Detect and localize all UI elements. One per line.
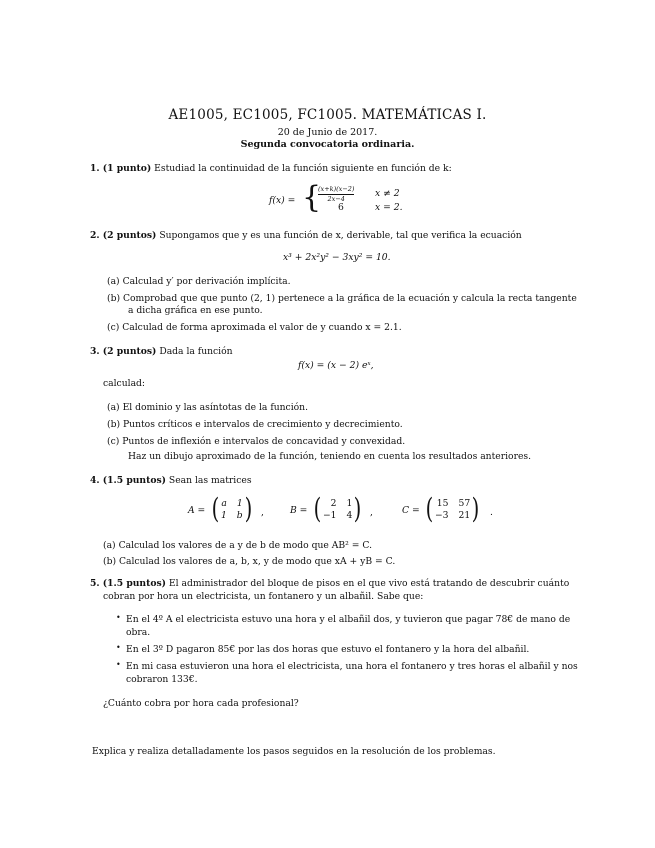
matrix-c-entry: −3 [434, 509, 449, 521]
q2-part-c: (c) Calculad de forma aproximada el valor de y cuando x = 2.1. [107, 322, 402, 333]
matrix-b-entry: −1 [322, 509, 337, 521]
matrix-a-entry: 1 [220, 509, 227, 521]
matrix-end: . [490, 507, 493, 518]
q5-item-2: En el 3º D pagaron 85€ por las dos horas que estuvo el fontanero y la hora del albañil. [126, 644, 530, 655]
bullet-icon: • [116, 643, 121, 652]
bullet-icon: • [116, 613, 121, 622]
exam-session: Segunda convocatoria ordinaria. [240, 139, 415, 150]
q5-label: 5. (1.5 puntos) [90, 578, 166, 589]
q3-label: 3. (2 puntos) [90, 346, 157, 357]
q4-statement [90, 475, 252, 486]
matrix-b-entry: 4 [346, 509, 353, 521]
q1-condition-1: x ≠ 2 [375, 188, 400, 199]
matrix-a-entry: 1 [236, 497, 243, 509]
q3-calculad: calculad: [103, 378, 146, 389]
matrix-a-close-paren: ) [244, 492, 252, 525]
q1-statement [90, 163, 452, 174]
q5-question: ¿Cuánto cobra por hora cada profesional? [103, 698, 299, 709]
q1-text: Estudiad la continuidad de la función siguiente en función de k: [154, 163, 452, 174]
matrix-c [424, 492, 481, 525]
matrix-b [312, 492, 363, 525]
matrix-a-entry: a [221, 497, 227, 509]
q3-text: Dada la función [159, 346, 233, 357]
q4-label: 4. (1.5 puntos) [90, 475, 166, 486]
q1-value-2: 6 [338, 202, 344, 213]
q5-statement-line1 [90, 578, 569, 589]
q5-item-1-line1: En el 4º A el electricista estuvo una hora y el albañil dos, y tuvieron que pagar 78€ de mano de [126, 614, 571, 625]
q3-part-b: (b) Puntos críticos e intervalos de crecimiento y decrecimiento. [107, 419, 403, 430]
matrix-separator: , [261, 507, 264, 518]
q5-item-3-line2: cobraron 133€. [126, 674, 198, 685]
footer-note: Explica y realiza detalladamente los pasos seguidos en la resolución de los problemas. [92, 746, 496, 757]
q4-text: Sean las matrices [168, 475, 252, 486]
q1-condition-2: x = 2. [375, 202, 403, 213]
q1-label: 1. (1 punto) [90, 163, 152, 174]
matrix-a-entries [221, 498, 243, 521]
matrix-b-close-paren: ) [353, 492, 362, 525]
q4-part-a: (a) Calculad los valores de a y de b de modo que AB² = C. [103, 540, 372, 551]
q2-label: 2. (2 puntos) [90, 230, 157, 241]
matrix-c-close-paren: ) [471, 492, 480, 525]
q1-denominator: 2x−4 [327, 195, 345, 203]
q2-part-a: (a) Calculad y′ por derivación implícita. [107, 276, 291, 287]
matrix-a-open-paren: ( [211, 492, 220, 525]
q3-part-c: (c) Puntos de inflexión e intervalos de concavidad y convexidad. [107, 436, 406, 447]
matrix-c-open-paren: ( [425, 492, 434, 525]
q2-part-b-line2: a dicha gráfica en ese punto. [128, 305, 263, 316]
matrix-b-entry: 2 [330, 497, 337, 509]
matrix-separator: , [370, 507, 373, 518]
q3-equation: f(x) = (x − 2) eˣ, [298, 360, 374, 371]
q2-equation: x³ + 2x²y² − 3xy² = 10. [283, 252, 391, 263]
q1-fraction [318, 185, 354, 203]
q1-numerator: (x+k)(x−2) [318, 185, 355, 193]
q5-text-1: El administrador del bloque de pisos en el que vivo está tratando de descubrir cuánto [168, 578, 570, 589]
q5-statement-line2: cobran por hora un electricista, un fontanero y un albañil. Sabe que: [103, 591, 424, 602]
matrix-c-entry: 57 [458, 497, 471, 509]
matrix-c-label: C = [402, 505, 420, 516]
bullet-icon: • [116, 660, 121, 669]
q1-brace: { [302, 180, 322, 215]
q5-item-1-line2: obra. [126, 627, 151, 638]
matrix-a-label: A = [188, 505, 206, 516]
exam-date: 20 de Junio de 2017. [277, 127, 378, 138]
matrix-a [210, 492, 254, 525]
matrix-a-entry: b [236, 509, 243, 521]
matrix-c-entries [435, 498, 470, 521]
q5-item-3-line1: En mi casa estuvieron una hora el electricista, una hora el fontanero y tres horas el albañil y nos [126, 661, 578, 672]
matrix-b-open-paren: ( [313, 492, 322, 525]
matrix-b-entries [323, 498, 352, 521]
q2-statement [90, 230, 522, 241]
q2-part-b-line1: (b) Comprobad que que punto (2, 1) pertenece a la gráfica de la ecuación y calcula la recta tangente [107, 293, 577, 304]
q3-statement [90, 346, 233, 357]
matrix-c-entry: 15 [436, 497, 449, 509]
matrix-b-entry: 1 [346, 497, 353, 509]
q3-part-a: (a) El dominio y las asíntotas de la función. [107, 402, 309, 413]
q2-text: Supongamos que y es una función de x, derivable, tal que verifica la ecuación [159, 230, 522, 241]
q1-function-lhs: f(x) = [269, 195, 296, 206]
q3-part-c-drawing: Haz un dibujo aproximado de la función, teniendo en cuenta los resultados anteriores. [128, 451, 532, 462]
matrix-c-entry: 21 [458, 509, 471, 521]
q4-part-b: (b) Calculad los valores de a, b, x, y de modo que xA + yB = C. [103, 556, 396, 567]
matrix-b-label: B = [290, 505, 308, 516]
exam-title: AE1005, EC1005, FC1005. MATEMÁTICAS I. [168, 107, 487, 123]
